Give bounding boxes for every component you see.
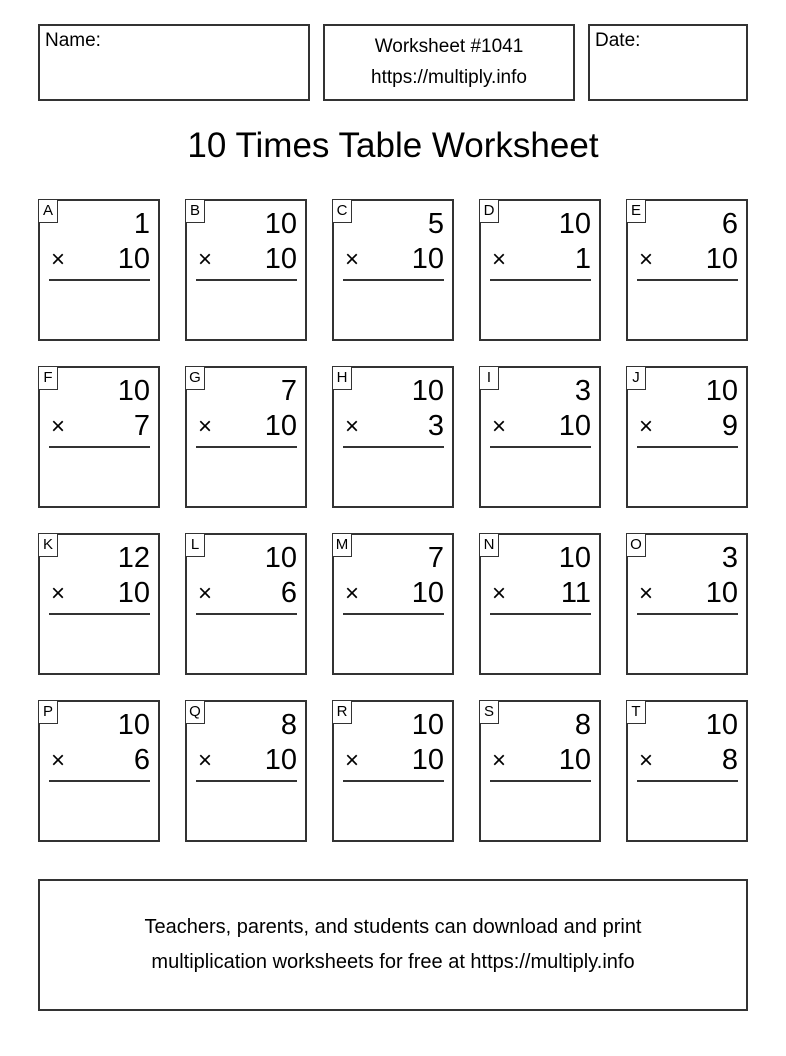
problem-letter: C xyxy=(332,199,352,223)
multiplicand: 5 xyxy=(427,208,444,240)
problem-box[interactable] xyxy=(185,700,307,842)
multiplicand: 7 xyxy=(427,542,444,574)
problem-letter: D xyxy=(479,199,499,223)
multiplier: 6 xyxy=(133,744,150,776)
page-title: 10 Times Table Worksheet xyxy=(187,126,599,165)
multiplicand: 10 xyxy=(117,375,150,407)
multiplicand: 10 xyxy=(558,542,591,574)
date-label: Date: xyxy=(595,30,641,51)
multiplier: 8 xyxy=(721,744,738,776)
problem-letter: R xyxy=(332,700,352,724)
multiply-sign: × xyxy=(492,580,507,607)
multiply-sign: × xyxy=(345,747,360,774)
answer-line xyxy=(343,613,444,615)
multiply-sign: × xyxy=(639,246,654,273)
problem-letter: M xyxy=(332,533,352,557)
problem-box[interactable] xyxy=(479,366,601,508)
multiplier: 10 xyxy=(264,410,297,442)
problem-box[interactable] xyxy=(626,366,748,508)
multiplier: 10 xyxy=(411,243,444,275)
multiplier: 7 xyxy=(133,410,150,442)
multiply-sign: × xyxy=(639,580,654,607)
problem-box[interactable] xyxy=(332,700,454,842)
problem-letter: I xyxy=(479,366,499,390)
multiplicand: 10 xyxy=(705,375,738,407)
problem-letter: P xyxy=(38,700,58,724)
problem-letter: F xyxy=(38,366,58,390)
problem-box[interactable] xyxy=(626,700,748,842)
multiply-sign: × xyxy=(639,747,654,774)
problem-letter: J xyxy=(626,366,646,390)
answer-line xyxy=(490,613,591,615)
problem-box[interactable] xyxy=(332,366,454,508)
answer-line xyxy=(196,446,297,448)
problem-letter: G xyxy=(185,366,205,390)
name-label: Name: xyxy=(45,30,101,51)
multiplier: 1 xyxy=(574,243,591,275)
multiplier: 3 xyxy=(427,410,444,442)
problem-letter: T xyxy=(626,700,646,724)
problem-letter: K xyxy=(38,533,58,557)
answer-line xyxy=(637,279,738,281)
multiply-sign: × xyxy=(492,413,507,440)
problem-box[interactable] xyxy=(626,199,748,341)
multiply-sign: × xyxy=(198,747,213,774)
multiply-sign: × xyxy=(492,747,507,774)
footer-line-1: Teachers, parents, and students can download and print xyxy=(144,916,642,938)
problem-box[interactable] xyxy=(479,533,601,675)
multiplier: 6 xyxy=(280,577,297,609)
multiply-sign: × xyxy=(345,580,360,607)
multiplier: 10 xyxy=(411,744,444,776)
problem-letter: O xyxy=(626,533,646,557)
multiplicand: 3 xyxy=(574,375,591,407)
worksheet-info-box xyxy=(323,24,575,101)
problem-box[interactable] xyxy=(185,199,307,341)
multiply-sign: × xyxy=(198,246,213,273)
answer-line xyxy=(637,446,738,448)
answer-line xyxy=(196,279,297,281)
answer-line xyxy=(637,613,738,615)
multiplicand: 3 xyxy=(721,542,738,574)
multiplicand: 10 xyxy=(411,709,444,741)
multiply-sign: × xyxy=(639,413,654,440)
worksheet-number: Worksheet #1041 xyxy=(374,36,524,57)
problem-box[interactable] xyxy=(626,533,748,675)
multiply-sign: × xyxy=(51,246,66,273)
multiplier: 10 xyxy=(558,410,591,442)
problem-letter: A xyxy=(38,199,58,223)
answer-line xyxy=(343,780,444,782)
multiplicand: 7 xyxy=(280,375,297,407)
problem-box[interactable] xyxy=(332,199,454,341)
problem-letter: N xyxy=(479,533,499,557)
multiply-sign: × xyxy=(345,246,360,273)
problem-letter: S xyxy=(479,700,499,724)
answer-line xyxy=(490,279,591,281)
answer-line xyxy=(343,279,444,281)
date-field-box[interactable] xyxy=(588,24,748,101)
multiplier: 10 xyxy=(264,243,297,275)
multiplicand: 6 xyxy=(721,208,738,240)
answer-line xyxy=(637,780,738,782)
problem-box[interactable] xyxy=(38,533,160,675)
problem-box[interactable] xyxy=(185,533,307,675)
problem-box[interactable] xyxy=(479,700,601,842)
answer-line xyxy=(343,446,444,448)
multiplier: 10 xyxy=(705,577,738,609)
multiplicand: 10 xyxy=(411,375,444,407)
footer-box xyxy=(38,879,748,1011)
multiplier: 10 xyxy=(117,243,150,275)
problem-letter: L xyxy=(185,533,205,557)
problem-letter: Q xyxy=(185,700,205,724)
answer-line xyxy=(49,446,150,448)
problem-box[interactable] xyxy=(38,700,160,842)
multiply-sign: × xyxy=(198,413,213,440)
answer-line xyxy=(196,780,297,782)
multiplier: 10 xyxy=(117,577,150,609)
problem-box[interactable] xyxy=(38,199,160,341)
answer-line xyxy=(196,613,297,615)
multiplier: 10 xyxy=(558,744,591,776)
multiplicand: 8 xyxy=(280,709,297,741)
multiply-sign: × xyxy=(51,413,66,440)
multiplier: 11 xyxy=(560,577,591,609)
answer-line xyxy=(490,780,591,782)
multiplicand: 10 xyxy=(558,208,591,240)
multiply-sign: × xyxy=(51,580,66,607)
answer-line xyxy=(49,613,150,615)
problem-box[interactable] xyxy=(38,366,160,508)
multiply-sign: × xyxy=(198,580,213,607)
multiply-sign: × xyxy=(51,747,66,774)
worksheet-url[interactable]: https://multiply.info xyxy=(371,67,527,88)
problem-letter: B xyxy=(185,199,205,223)
answer-line xyxy=(49,279,150,281)
multiply-sign: × xyxy=(345,413,360,440)
multiplicand: 10 xyxy=(117,709,150,741)
multiplier: 9 xyxy=(721,410,738,442)
multiply-sign: × xyxy=(492,246,507,273)
name-field-box[interactable] xyxy=(38,24,310,101)
multiplicand: 12 xyxy=(117,542,150,574)
multiplier: 10 xyxy=(264,744,297,776)
problem-box[interactable] xyxy=(332,533,454,675)
multiplicand: 1 xyxy=(133,208,150,240)
footer-line-2: multiplication worksheets for free at https://multiply.info xyxy=(151,951,635,973)
multiplicand: 10 xyxy=(705,709,738,741)
problem-box[interactable] xyxy=(185,366,307,508)
multiplier: 10 xyxy=(705,243,738,275)
answer-line xyxy=(49,780,150,782)
multiplicand: 10 xyxy=(264,208,297,240)
multiplicand: 8 xyxy=(574,709,591,741)
multiplicand: 10 xyxy=(264,542,297,574)
multiplier: 10 xyxy=(411,577,444,609)
problem-letter: H xyxy=(332,366,352,390)
problem-letter: E xyxy=(626,199,646,223)
problem-box[interactable] xyxy=(479,199,601,341)
answer-line xyxy=(490,446,591,448)
